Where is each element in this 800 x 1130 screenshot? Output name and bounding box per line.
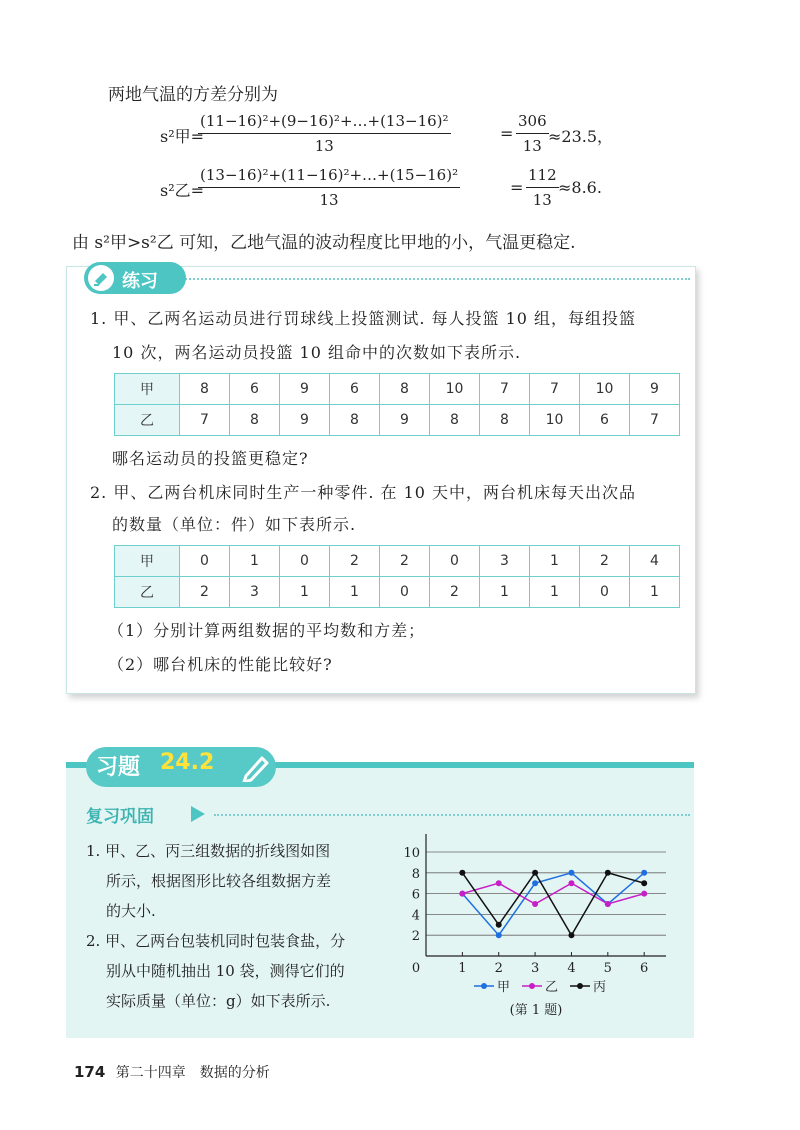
formula2-result-num: 112 [526, 166, 559, 188]
table1-cell: 8 [380, 374, 430, 405]
chart-caption: (第 1 题) [509, 1003, 563, 1018]
formula1-result-num: 306 [516, 112, 549, 134]
formula2-fraction [198, 166, 460, 209]
practice-q2-line2: 的数量（单位：件）如下表所示. [112, 515, 357, 534]
formula2-result-den: 13 [532, 191, 552, 209]
exercise-q2-line2: 别从中随机抽出 10 袋，测得它们的 [106, 962, 345, 980]
legend-label: 甲 [497, 980, 511, 995]
practice-divider [178, 278, 690, 280]
data-point [641, 880, 647, 886]
table2-cell: 2 [580, 546, 630, 577]
review-divider [214, 814, 690, 816]
formula2-lhs: s²乙= [160, 181, 205, 200]
table2-cell: 0 [380, 577, 430, 608]
formula1-approx: ≈23.5， [548, 127, 614, 146]
table2-cell: 1 [630, 577, 680, 608]
table2-cell: 1 [480, 577, 530, 608]
x-tick-label: 1 [458, 961, 467, 976]
table2-cell: 0 [430, 546, 480, 577]
intro-text: 两地气温的方差分别为 [108, 85, 278, 105]
y-tick-label: 6 [411, 887, 420, 903]
data-point [496, 880, 502, 886]
table2-cell: 0 [280, 546, 330, 577]
data-point [641, 891, 647, 897]
legend-label: 丙 [593, 980, 607, 995]
table2-cell: 1 [230, 546, 280, 577]
line-chart [396, 830, 686, 1026]
data-point [532, 870, 538, 876]
table1-cell: 6 [230, 374, 280, 405]
table2-cell: 1 [330, 577, 380, 608]
practice-q2-sub2: （2）哪台机床的性能比较好? [108, 655, 333, 674]
table1-cell: 8 [430, 405, 480, 436]
table2-cell: 1 [530, 577, 580, 608]
data-point [568, 880, 574, 886]
table2-cell: 0 [180, 546, 230, 577]
table1-row [115, 374, 680, 405]
table2-row [115, 577, 680, 608]
table1-cell: 8 [480, 405, 530, 436]
exercise-q1-line3: 的大小. [106, 902, 156, 920]
x-tick-label: 5 [603, 961, 612, 976]
arrow-right-icon [188, 804, 208, 824]
table1-cell: 7 [180, 405, 230, 436]
table1-cell: 9 [280, 405, 330, 436]
formula1-result-den: 13 [522, 137, 542, 155]
table2-cell: 1 [530, 546, 580, 577]
data-point [605, 870, 611, 876]
exercise-q1-line2: 所示，根据图形比较各组数据方差 [106, 872, 332, 890]
table2-row [115, 546, 680, 577]
data-point [532, 880, 538, 886]
table1-cell: 9 [280, 374, 330, 405]
legend-marker [577, 983, 583, 989]
y-tick-label: 10 [403, 846, 420, 861]
exercise-q2-line3: 实际质量（单位：g）如下表所示. [106, 992, 331, 1010]
practice-title: 练习 [122, 271, 158, 292]
formula1-result [516, 112, 549, 155]
table1-cell: 9 [630, 374, 680, 405]
data-point [496, 922, 502, 928]
exercises-title: 习题 [96, 755, 141, 780]
exercises-number: 24.2 [160, 750, 215, 775]
formula2-denominator: 13 [319, 191, 339, 209]
data-point [605, 901, 611, 907]
data-point [568, 870, 574, 876]
x-tick-label: 3 [530, 961, 540, 976]
pencil-icon [240, 752, 272, 782]
table1-cell: 6 [580, 405, 630, 436]
formula1-denominator: 13 [314, 137, 334, 155]
formula2-approx: ≈8.6. [558, 178, 602, 197]
pencil-eraser-icon [88, 265, 114, 291]
table2-cell: 2 [380, 546, 430, 577]
conclusion-text: 由 s²甲>s²乙 可知，乙地气温的波动程度比甲地的小，气温更稳定. [72, 233, 576, 253]
page-number: 174 [74, 1063, 106, 1081]
x-tick-label: 6 [640, 961, 649, 976]
formula1-lhs: s²甲= [160, 127, 205, 146]
table1-cell: 8 [180, 374, 230, 405]
practice-table-1 [114, 373, 680, 436]
legend-marker [529, 983, 535, 989]
practice-q2-sub1: （1）分别计算两组数据的平均数和方差； [108, 621, 426, 640]
formula2-result [526, 166, 559, 209]
practice-q2-line1: 2. 甲、乙两台机床同时生产一种零件. 在 10 天中，两台机床每天出次品 [90, 483, 637, 502]
table1-cell: 7 [480, 374, 530, 405]
y-tick-label: 8 [411, 866, 420, 882]
table2-cell: 1 [280, 577, 330, 608]
table1-cell: 10 [530, 405, 580, 436]
table1-cell: 8 [330, 405, 380, 436]
data-point [641, 870, 647, 876]
origin-label: 0 [411, 961, 421, 976]
y-tick-label: 4 [411, 908, 420, 924]
table1-cell: 10 [430, 374, 480, 405]
table1-cell: 8 [230, 405, 280, 436]
table1-row-header: 乙 [115, 405, 180, 436]
table1-row-header: 甲 [115, 374, 180, 405]
practice-q1-line1: 1. 甲、乙两名运动员进行罚球线上投篮测试. 每人投篮 10 组，每组投篮 [90, 309, 637, 328]
review-heading: 复习巩固 [86, 807, 154, 827]
table2-cell: 2 [430, 577, 480, 608]
data-point [568, 932, 574, 938]
practice-q1-question: 哪名运动员的投篮更稳定? [112, 449, 309, 468]
table2-cell: 2 [330, 546, 380, 577]
table1-cell: 7 [530, 374, 580, 405]
data-point [496, 932, 502, 938]
formula1-fraction [198, 112, 451, 155]
practice-q1-line2: 10 次，两名运动员投篮 10 组命中的次数如下表所示. [112, 343, 522, 362]
table2-row-header: 乙 [115, 577, 180, 608]
data-point [459, 870, 465, 876]
table2-cell: 2 [180, 577, 230, 608]
table2-cell: 3 [230, 577, 280, 608]
table1-cell: 6 [330, 374, 380, 405]
exercise-q1-line1: 1. 甲、乙、丙三组数据的折线图如图 [86, 842, 331, 860]
legend-marker [481, 983, 487, 989]
formula2-numerator: (13−16)²+(11−16)²+…+(15−16)² [198, 166, 460, 188]
table2-cell: 4 [630, 546, 680, 577]
x-tick-label: 4 [567, 961, 576, 976]
table2-cell: 0 [580, 577, 630, 608]
table1-cell: 7 [630, 405, 680, 436]
data-point [459, 891, 465, 897]
formula1-eq: = [500, 124, 514, 143]
chapter-title: 第二十四章 数据的分析 [115, 1065, 270, 1081]
exercise-q2-line1: 2. 甲、乙两台包装机同时包装食盐，分 [86, 932, 346, 950]
table2-cell: 3 [480, 546, 530, 577]
table1-cell: 10 [580, 374, 630, 405]
x-tick-label: 2 [494, 961, 503, 976]
formula2-eq: = [510, 178, 524, 197]
practice-badge [84, 262, 186, 294]
page-footer [74, 1062, 270, 1082]
y-tick-label: 2 [411, 929, 420, 945]
table2-row-header: 甲 [115, 546, 180, 577]
practice-table-2 [114, 545, 680, 608]
formula1-numerator: (11−16)²+(9−16)²+…+(13−16)² [198, 112, 451, 134]
table1-row [115, 405, 680, 436]
table1-cell: 9 [380, 405, 430, 436]
legend-label: 乙 [545, 980, 559, 995]
data-point [532, 901, 538, 907]
